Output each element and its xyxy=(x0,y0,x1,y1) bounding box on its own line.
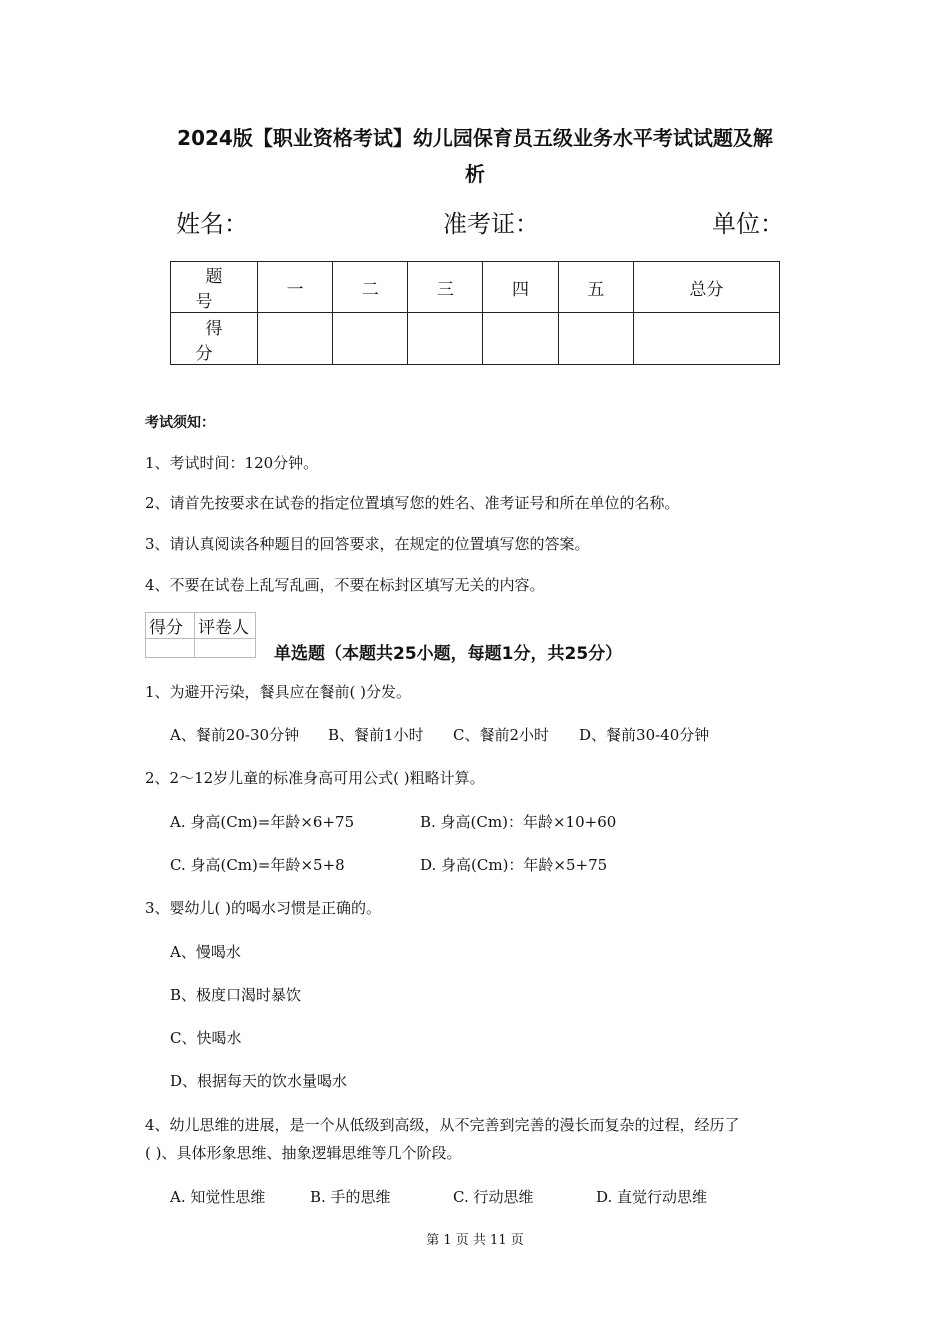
score-col-5: 五 xyxy=(558,262,633,313)
q4-option-c: C. 行动思维 xyxy=(453,1188,534,1206)
document-title xyxy=(130,120,820,192)
question-2-stem: 2、2～12岁儿童的标准身高可用公式( )粗略计算。 xyxy=(145,769,485,787)
q2-option-a: A. 身高(Cm)=年龄×6+75 xyxy=(170,813,355,831)
score-cell xyxy=(633,313,779,365)
score-col-3: 三 xyxy=(408,262,483,313)
q4-option-d: D. 直觉行动思维 xyxy=(596,1188,708,1206)
notice-item: 1、考试时间：120分钟。 xyxy=(145,454,319,472)
q1-option-d: D、餐前30-40分钟 xyxy=(579,726,710,744)
score-table-score-row xyxy=(171,313,780,365)
q4-option-a: A. 知觉性思维 xyxy=(170,1188,266,1206)
question-1-stem: 1、为避开污染，餐具应在餐前( )分发。 xyxy=(145,683,412,701)
grader-name-cell xyxy=(195,639,256,658)
score-row-label: 得 分 xyxy=(171,313,258,365)
q3-option-a: A、慢喝水 xyxy=(170,943,241,961)
score-col-4: 四 xyxy=(483,262,558,313)
grader-name-label: 评卷人 xyxy=(195,613,256,639)
score-table-header-row xyxy=(171,262,780,313)
question-3-stem: 3、婴幼儿( )的喝水习惯是正确的。 xyxy=(145,899,382,917)
q3-option-b: B、极度口渴时暴饮 xyxy=(170,986,302,1004)
score-col-2: 二 xyxy=(333,262,408,313)
q3-option-d: D、根据每天的饮水量喝水 xyxy=(170,1072,348,1090)
score-cell xyxy=(483,313,558,365)
notice-item: 2、请首先按要求在试卷的指定位置填写您的姓名、准考证号和所在单位的名称。 xyxy=(145,494,680,512)
exam-number-label: 准考证： xyxy=(443,210,539,238)
q2-option-d: D. 身高(Cm)：年龄×5+75 xyxy=(420,856,608,874)
score-cell xyxy=(558,313,633,365)
title-line-1: 2024版【职业资格考试】幼儿园保育员五级业务水平考试试题及解 xyxy=(177,126,773,150)
q1-option-b: B、餐前1小时 xyxy=(328,726,424,744)
score-table xyxy=(170,261,780,365)
q1-option-a: A、餐前20-30分钟 xyxy=(170,726,300,744)
q3-option-c: C、快喝水 xyxy=(170,1029,242,1047)
question-4-stem-line-1: 4、幼儿思维的进展，是一个从低级到高级，从不完善到完善的漫长而复杂的过程，经历了 xyxy=(145,1116,740,1134)
title-line-2: 析 xyxy=(465,162,485,186)
score-col-total: 总分 xyxy=(633,262,779,313)
unit-label: 单位： xyxy=(712,210,784,238)
score-col-1: 一 xyxy=(258,262,333,313)
score-cell xyxy=(408,313,483,365)
notice-title: 考试须知： xyxy=(145,415,215,431)
page-footer: 第 1 页 共 11 页 xyxy=(426,1233,524,1248)
q1-option-c: C、餐前2小时 xyxy=(453,726,550,744)
grader-score-cell xyxy=(146,639,195,658)
name-label: 姓名： xyxy=(176,210,248,238)
q4-option-b: B. 手的思维 xyxy=(310,1188,391,1206)
question-number-header: 题 号 xyxy=(171,262,258,313)
notice-item: 4、不要在试卷上乱写乱画，不要在标封区填写无关的内容。 xyxy=(145,576,545,594)
notice-item: 3、请认真阅读各种题目的回答要求，在规定的位置填写您的答案。 xyxy=(145,535,590,553)
score-cell xyxy=(258,313,333,365)
score-cell xyxy=(333,313,408,365)
grader-score-label: 得分 xyxy=(146,613,195,639)
q2-option-c: C. 身高(Cm)=年龄×5+8 xyxy=(170,856,345,874)
grader-box xyxy=(145,612,256,658)
question-4-stem-line-2: ( )、具体形象思维、抽象逻辑思维等几个阶段。 xyxy=(145,1144,462,1162)
section-title: 单选题（本题共25小题，每题1分，共25分） xyxy=(274,644,623,664)
q2-option-b: B. 身高(Cm)：年龄×10+60 xyxy=(420,813,617,831)
